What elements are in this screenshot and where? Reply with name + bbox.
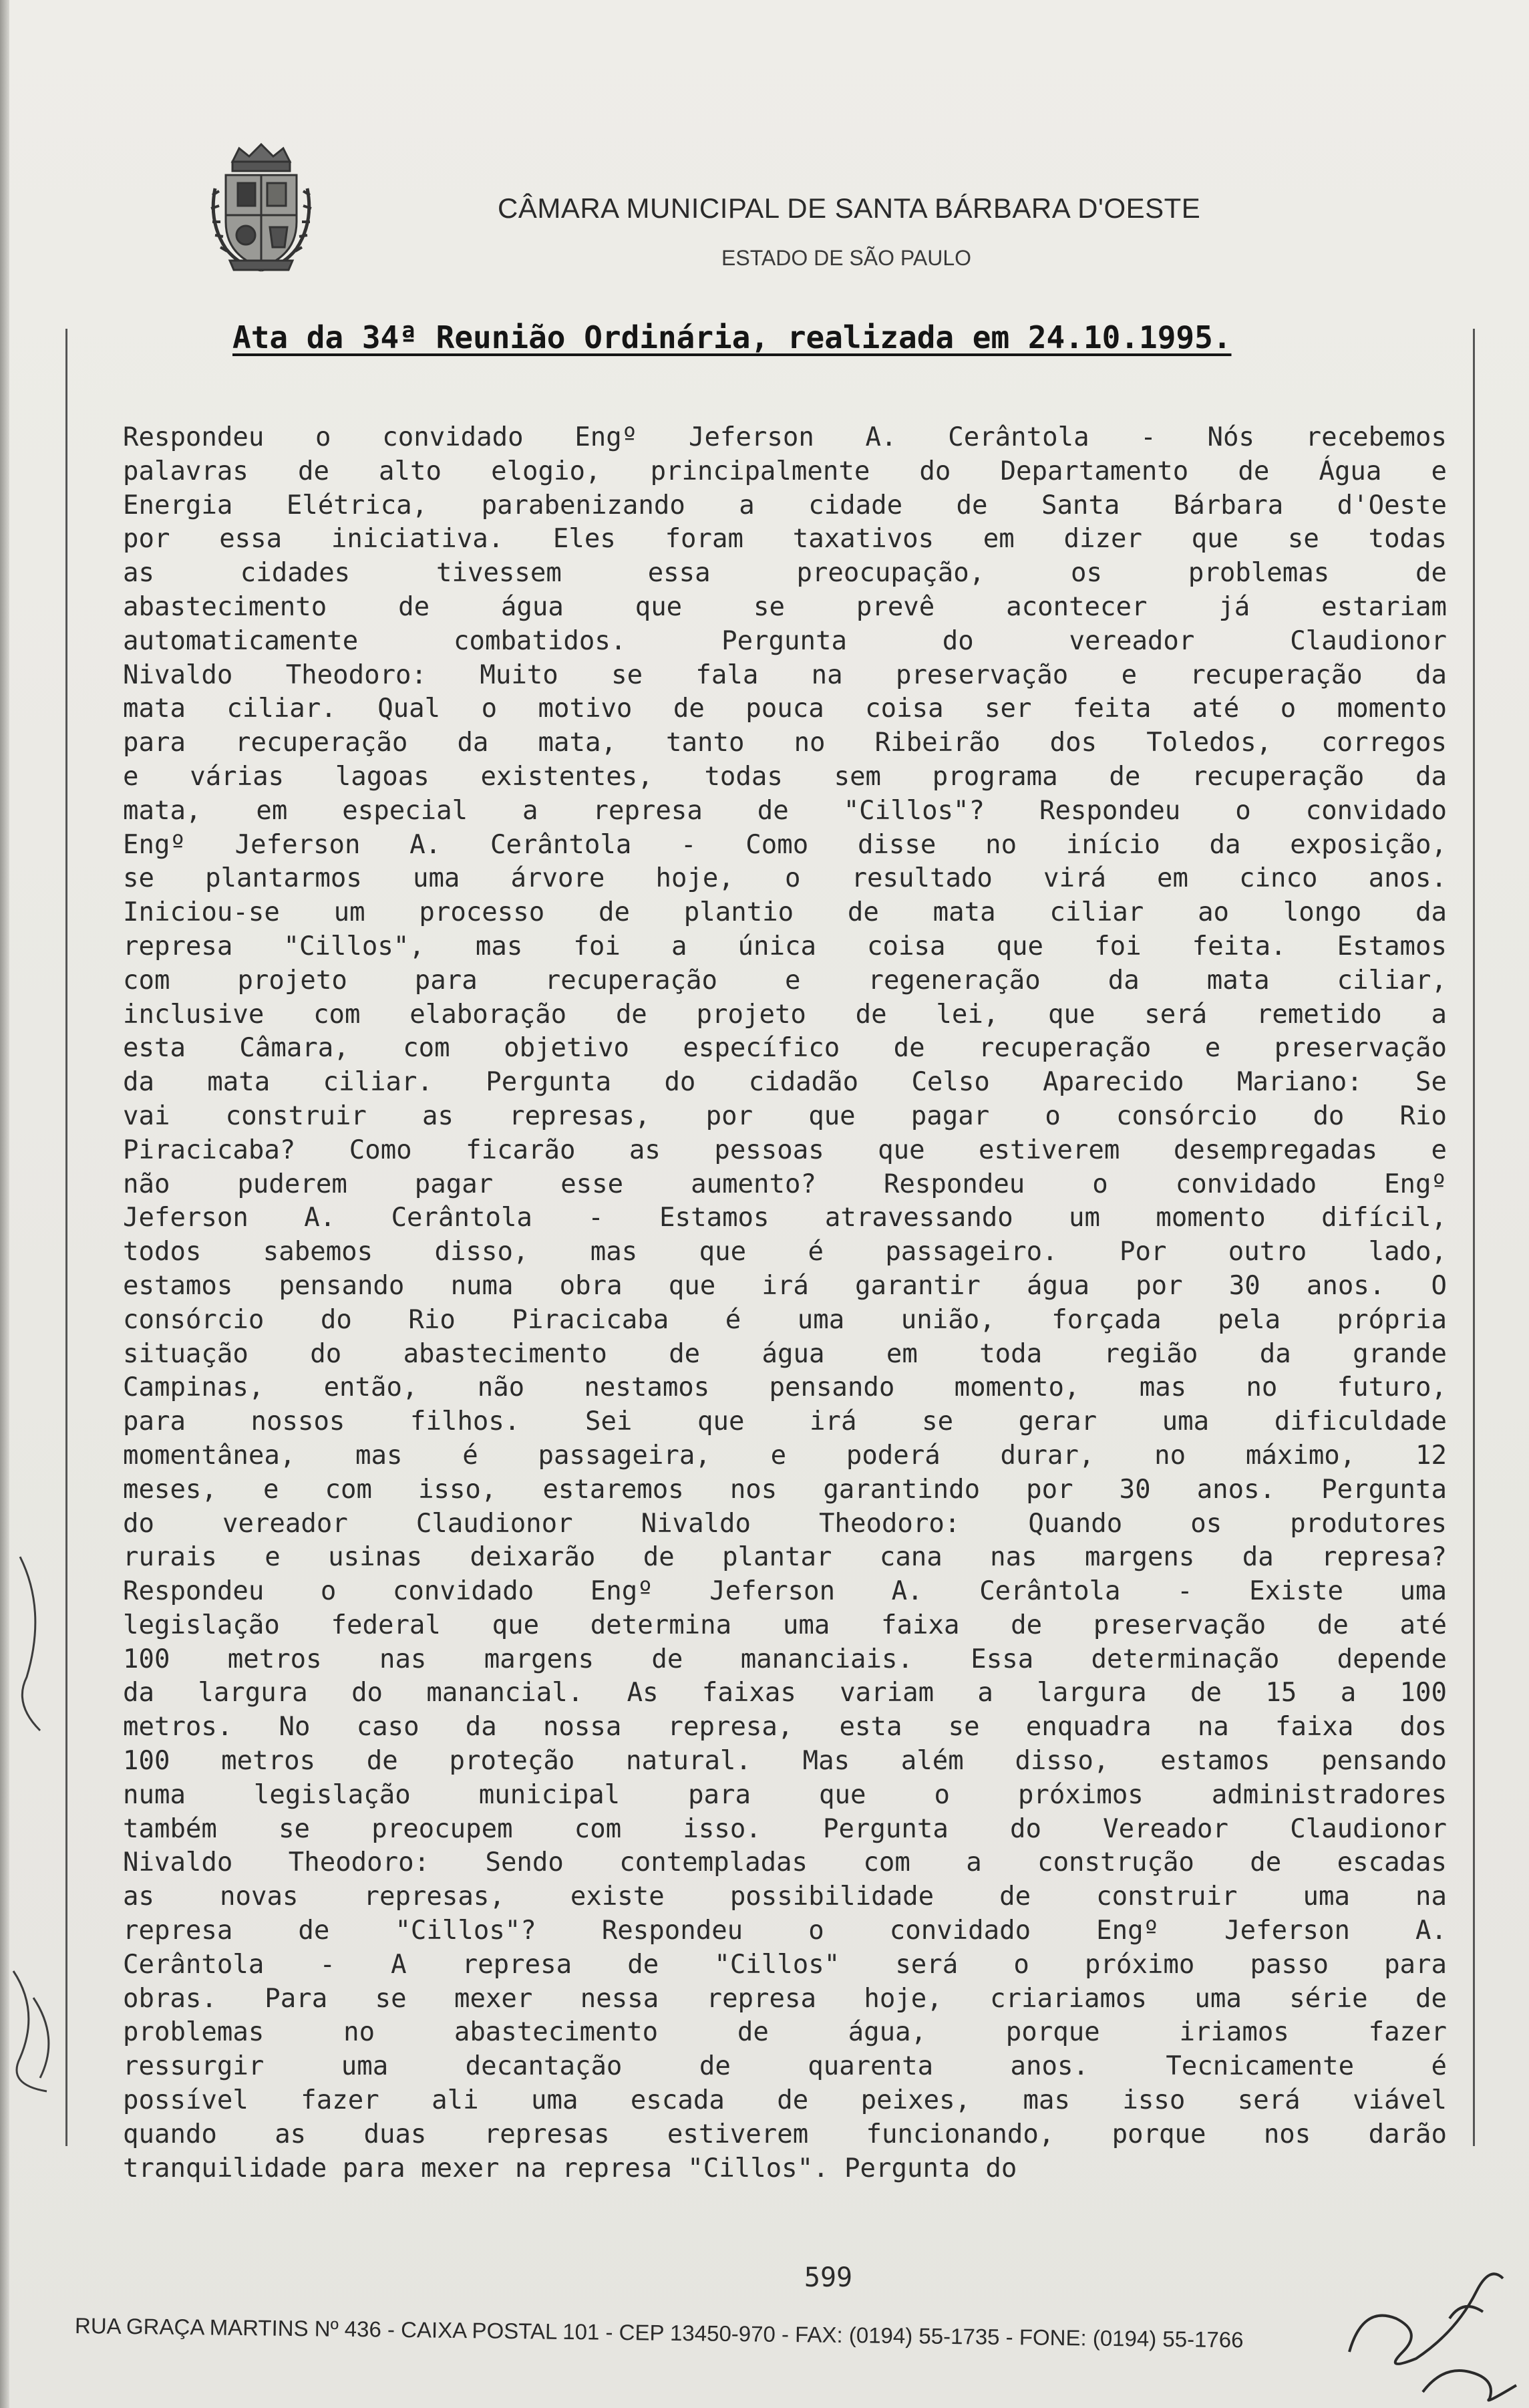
text-line: para nossos filhos. Sei que irá se gerar uma dificuldade — [123, 1406, 1447, 1437]
text-line: Nivaldo Theodoro: Sendo contempladas com a construção de escadas — [123, 1847, 1447, 1878]
text-line: as novas represas, existe possibilidade de construir uma na — [123, 1882, 1447, 1912]
text-line: Energia Elétrica, parabenizando a cidade de Santa Bárbara d'Oeste — [123, 490, 1447, 520]
text-line: momentânea, mas é passageira, e poderá durar, no máximo, 12 — [123, 1440, 1447, 1471]
text-line: por essa iniciativa. Eles foram taxativos em dizer que se todas — [123, 524, 1447, 555]
text-line: Iniciou-se um processo de plantio de mata ciliar ao longo da — [123, 897, 1447, 928]
text-line: mata, em especial a represa de "Cillos"? Respondeu o convidado — [123, 795, 1447, 826]
text-line: não puderem pagar esse aumento? Respondeu o convidado Engº — [123, 1169, 1447, 1199]
text-line: mata ciliar. Qual o motivo de pouca coisa ser feita até o momento — [123, 694, 1447, 724]
text-line: obras. Para se mexer nessa represa hoje, criariamos uma série de — [123, 1983, 1447, 2014]
text-line: abastecimento de água que se prevê acontecer já estariam — [123, 591, 1447, 622]
text-line: da largura do manancial. As faixas variam a largura de 15 a 100 — [123, 1678, 1447, 1708]
document-title: Ata da 34ª Reunião Ordinária, realizada em 24.10.1995. — [232, 319, 1232, 355]
text-line: palavras de alto elogio, principalmente do Departamento de Água e — [123, 456, 1447, 486]
text-line: esta Câmara, com objetivo específico de recuperação e preservação — [123, 1033, 1447, 1064]
signature-initials-icon — [1323, 2218, 1523, 2405]
footer-address: RUA GRAÇA MARTINS Nº 436 - CAIXA POSTAL 101 - CEP 13450-970 - FAX: (0194) 55-1735 - FONE: (0194) 55-1766 — [74, 2313, 1244, 2353]
municipal-crest-icon — [206, 142, 317, 274]
text-line: rurais e usinas deixarão de plantar cana nas margens da represa? — [123, 1542, 1447, 1573]
text-line: ressurgir uma decantação de quarenta anos. Tecnicamente é — [123, 2051, 1447, 2082]
text-line: também se preocupem com isso. Pergunta do Vereador Claudionor — [123, 1813, 1447, 1844]
text-line: metros. No caso da nossa represa, esta se enquadra na faixa dos — [123, 1712, 1447, 1743]
text-line: situação do abastecimento de água em toda região da grande — [123, 1338, 1447, 1369]
text-line: estamos pensando numa obra que irá garantir água por 30 anos. O — [123, 1270, 1447, 1301]
text-line: numa legislação municipal para que o próximos administradores — [123, 1779, 1447, 1810]
text-line: Piracicaba? Como ficarão as pessoas que estiverem desempregadas e — [123, 1135, 1447, 1165]
text-line: Respondeu o convidado Engº Jeferson A. Cerântola - Existe uma — [123, 1576, 1447, 1607]
page-number: 599 — [804, 2262, 853, 2293]
text-line: com projeto para recuperação e regeneração da mata ciliar, — [123, 965, 1447, 996]
margin-pen-marks-icon — [0, 1503, 94, 2105]
text-line: vai construir as represas, por que pagar o consórcio do Rio — [123, 1100, 1447, 1131]
text-line: Respondeu o convidado Engº Jeferson A. Cerântola - Nós recebemos — [123, 422, 1447, 452]
text-line: se plantarmos uma árvore hoje, o resultado virá em cinco anos. — [123, 863, 1447, 894]
text-line: 100 metros de proteção natural. Mas além disso, estamos pensando — [123, 1746, 1447, 1777]
text-line: Nivaldo Theodoro: Muito se fala na preservação e recuperação da — [123, 659, 1447, 690]
state-name: ESTADO DE SÃO PAULO — [721, 246, 972, 270]
text-line: automaticamente combatidos. Pergunta do vereador Claudionor — [123, 625, 1447, 656]
text-line: quando as duas represas estiverem funcionando, porque nos darão — [123, 2119, 1447, 2149]
text-line: 100 metros nas margens de mananciais. Essa determinação depende — [123, 1644, 1447, 1674]
text-line: Campinas, então, não nestamos pensando momento, mas no futuro, — [123, 1372, 1447, 1403]
text-line: problemas no abastecimento de água, porque iriamos fazer — [123, 2017, 1447, 2048]
text-line: Cerântola - A represa de "Cillos" será o próximo passo para — [123, 1949, 1447, 1980]
text-line: do vereador Claudionor Nivaldo Theodoro: Quando os produtores — [123, 1508, 1447, 1539]
text-line: Engº Jeferson A. Cerântola - Como disse no início da exposição, — [123, 829, 1447, 860]
institution-name: CÂMARA MUNICIPAL DE SANTA BÁRBARA D'OESTE — [498, 192, 1201, 224]
frame-right-rule — [1473, 329, 1475, 2146]
text-line: tranquilidade para mexer na represa "Cillos". Pergunta do — [123, 2153, 1017, 2184]
text-line: consórcio do Rio Piracicaba é uma união, forçada pela própria — [123, 1304, 1447, 1335]
text-line: as cidades tivessem essa preocupação, os problemas de — [123, 558, 1447, 589]
text-line: represa de "Cillos"? Respondeu o convidado Engº Jeferson A. — [123, 1916, 1447, 1946]
text-line: legislação federal que determina uma faixa de preservação de até — [123, 1610, 1447, 1640]
text-line: meses, e com isso, estaremos nos garantindo por 30 anos. Pergunta — [123, 1474, 1447, 1505]
text-line: Jeferson A. Cerântola - Estamos atravessando um momento difícil, — [123, 1203, 1447, 1233]
text-line: possível fazer ali uma escada de peixes, mas isso será viável — [123, 2085, 1447, 2116]
text-line: da mata ciliar. Pergunta do cidadão Celso Aparecido Mariano: Se — [123, 1067, 1447, 1098]
text-line: para recuperação da mata, tanto no Ribeirão dos Toledos, corregos — [123, 728, 1447, 758]
text-line: represa "Cillos", mas foi a única coisa que foi feita. Estamos — [123, 931, 1447, 961]
text-line: e várias lagoas existentes, todas sem programa de recuperação da — [123, 761, 1447, 792]
text-line: todos sabemos disso, mas que é passageiro. Por outro lado, — [123, 1237, 1447, 1267]
minutes-body — [123, 421, 1447, 2186]
text-line: inclusive com elaboração de projeto de lei, que será remetido a — [123, 999, 1447, 1030]
